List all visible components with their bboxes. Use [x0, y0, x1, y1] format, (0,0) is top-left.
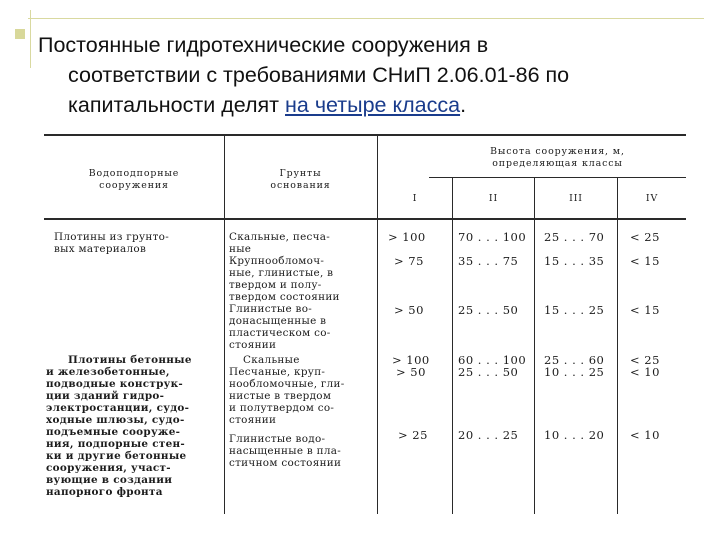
group2-structure-line-5: электростанции, судо-: [46, 402, 190, 414]
header-height-line-1: Высота сооружения, м,: [490, 146, 625, 157]
group1-soil-line-4: ные, глинистые, в: [229, 267, 334, 279]
header-class-2: II: [488, 193, 499, 204]
group1-soil-line-5: твердом и полу-: [229, 279, 322, 291]
group2-structure-line-1: Плотины бетонные: [68, 354, 192, 366]
height-header-rule: [429, 177, 686, 178]
group2-structure-line-10: сооружения, участ-: [46, 462, 171, 474]
group2-structure: [46, 354, 192, 498]
group1-soil-line-7: Глинистые во-: [229, 303, 313, 315]
table-top-rule: [44, 134, 686, 136]
g2r1-class1: > 100: [392, 353, 430, 367]
col-divider-2: [377, 134, 378, 514]
g2r1-class2: 60 . . . 100: [458, 353, 527, 367]
header-class-3: III: [569, 193, 583, 204]
group2-soil-line-8: насыщенные в пла-: [229, 445, 342, 457]
group2-structure-line-9: ки и другие бетонные: [46, 450, 187, 462]
group2-soil-line-4: нистые в твердом: [229, 390, 332, 402]
g1r2-class3: 15 . . . 35: [544, 254, 605, 268]
group2-structure-line-2: и железобетонные,: [46, 366, 170, 378]
g2r2-class2: 25 . . . 50: [458, 365, 519, 379]
group1-soil-line-6: твердом состоянии: [229, 291, 340, 303]
g1r1-class1: > 100: [388, 230, 426, 244]
group1-structure: [54, 231, 169, 255]
g1r2-class1: > 75: [394, 254, 424, 268]
group1-soil-line-3: Крупнообломоч-: [229, 255, 325, 267]
col-divider-3: [452, 177, 453, 514]
group2-soil-line-5: и полутвердом со-: [229, 402, 335, 414]
col-divider-5: [617, 177, 618, 514]
bullet-square: [15, 29, 25, 39]
heading-line-1: Постоянные гидротехнические сооружения в: [38, 33, 489, 57]
g2r2-class1: > 50: [396, 365, 426, 379]
g1r2-class2: 35 . . . 75: [458, 254, 519, 268]
g2r2-class3: 10 . . . 25: [544, 365, 605, 379]
col-divider-4: [534, 177, 535, 514]
heading-line-2: соответствии с требованиями СНиП 2.06.01-86 по: [68, 63, 570, 87]
group2-soil-line-1: Скальные: [243, 354, 300, 366]
slide-left-rule: [30, 10, 31, 68]
g2r3-class1: > 25: [398, 428, 428, 442]
g1r2-class4: < 15: [630, 254, 660, 268]
g1r1-class3: 25 . . . 70: [544, 230, 605, 244]
g2r3-class4: < 10: [630, 428, 660, 442]
group1-soil-line-1: Скальные, песча-: [229, 231, 331, 243]
group2-structure-line-4: ции зданий гидро-: [46, 390, 165, 402]
g2r2-class4: < 10: [630, 365, 660, 379]
group1-structure-line-2: вых материалов: [54, 243, 147, 255]
group2-structure-line-8: ния, подпорные стен-: [46, 438, 186, 450]
class-table: [44, 134, 686, 516]
header-height: [429, 146, 686, 170]
slide-top-rule: [28, 18, 704, 19]
heading-line-3-period: .: [460, 93, 467, 117]
g2r1-class3: 25 . . . 60: [544, 353, 605, 367]
header-height-line-2: определяющая классы: [492, 158, 623, 169]
group2-soil-line-2: Песчаные, круп-: [229, 366, 326, 378]
group2-soil-line-6: стоянии: [229, 414, 277, 426]
header-soils-line-1: Грунты: [279, 168, 322, 179]
g2r1-class4: < 25: [630, 353, 660, 367]
g2r3-class2: 20 . . . 25: [458, 428, 519, 442]
four-classes-link[interactable]: на четыре класса: [285, 93, 461, 117]
group2-structure-line-3: подводные конструк-: [46, 378, 184, 390]
g1r3-class3: 15 . . . 25: [544, 303, 605, 317]
group2-soil-line-9: стичном состоянии: [229, 457, 342, 469]
group2-soils: [229, 354, 345, 469]
header-soils-line-2: основания: [270, 180, 331, 191]
header-structures: [44, 168, 224, 192]
header-soils: [224, 168, 377, 192]
g1r1-class2: 70 . . . 100: [458, 230, 527, 244]
group1-soil-line-2: ные: [229, 243, 252, 255]
heading-line-3: [38, 90, 698, 120]
header-class-4: IV: [645, 193, 659, 204]
group1-soil-line-9: пластическом со-: [229, 327, 331, 339]
group1-soil-line-8: донасыщенные в: [229, 315, 327, 327]
group2-soil-line-3: нообломочные, гли-: [229, 378, 345, 390]
g1r1-class4: < 25: [630, 230, 660, 244]
group2-structure-line-12: напорного фронта: [46, 486, 163, 498]
table-header-rule: [44, 218, 686, 220]
group2-soil-line-7: Глинистые водо-: [229, 433, 326, 445]
slide-heading: [38, 30, 698, 120]
group1-soils: [229, 231, 340, 351]
header-class-1: I: [412, 193, 418, 204]
g1r3-class2: 25 . . . 50: [458, 303, 519, 317]
group1-structure-line-1: Плотины из грунто-: [54, 231, 170, 243]
g1r3-class4: < 15: [630, 303, 660, 317]
group2-structure-line-11: вующие в создании: [46, 474, 173, 486]
g2r3-class3: 10 . . . 20: [544, 428, 605, 442]
group1-soil-line-10: стоянии: [229, 339, 277, 351]
header-structures-line-2: сооружения: [99, 180, 169, 191]
g1r3-class1: > 50: [394, 303, 424, 317]
group2-structure-line-6: ходные шлюзы, судо-: [46, 414, 185, 426]
group2-structure-line-7: подъемные сооруже-: [46, 426, 181, 438]
header-structures-line-1: Водоподпорные: [88, 168, 180, 179]
heading-line-3-text: капитальности делят: [68, 93, 286, 117]
